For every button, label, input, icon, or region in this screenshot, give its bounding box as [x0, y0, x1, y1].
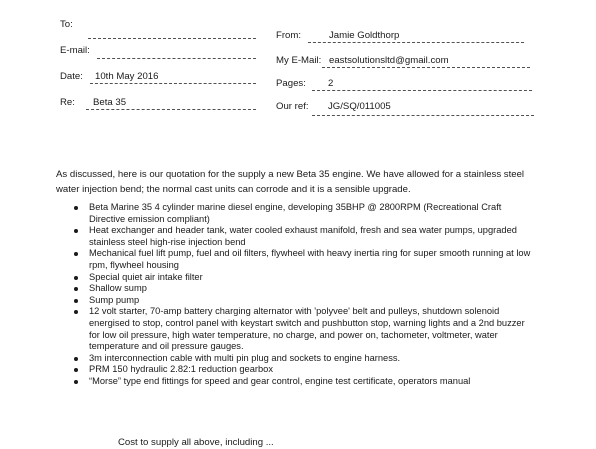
- from-label: From:: [276, 30, 302, 41]
- spec-item: PRM 150 hydraulic 2.82:1 reduction gearbox: [56, 364, 536, 376]
- from-rule: [308, 42, 524, 43]
- ourref-value: JG/SQ/011005: [328, 101, 391, 112]
- to-row: [60, 19, 73, 31]
- re-value: Beta 35: [93, 97, 127, 108]
- spec-item: 12 volt starter, 70-amp battery charging alternator with 'polyvee' belt and pulleys, shutdown solenoid energised to stop, control panel with keystart switch and pushbutton stop, warning lights and a 2nd buzzer for low oil pressure, high water temperature, no charge, and power on, tachometer, voltmeter, water temperature and oil pressure gauges.: [56, 306, 536, 352]
- ourref-rule: [312, 115, 534, 116]
- cut-off-footer: [118, 437, 558, 449]
- from-row: [276, 30, 400, 42]
- email-rule: [97, 58, 256, 59]
- date-label: Date:: [60, 71, 83, 82]
- ourref-row: [276, 101, 391, 113]
- spec-item: 3m interconnection cable with multi pin plug and sockets to engine harness.: [56, 353, 536, 365]
- spec-item: Heat exchanger and header tank, water cooled exhaust manifold, fresh and sea water pumps, upgraded stainless steel high-rise injection bend: [56, 225, 536, 248]
- to-rule: [88, 38, 256, 39]
- re-rule: [86, 109, 256, 110]
- date-rule: [90, 83, 256, 84]
- myemail-row: [276, 55, 449, 67]
- date-row: [60, 71, 159, 83]
- spec-item: “Morse” type end fittings for speed and gear control, engine test certificate, operators manual: [56, 376, 536, 388]
- from-value: Jamie Goldthorp: [329, 30, 400, 41]
- spec-item: Beta Marine 35 4 cylinder marine diesel engine, developing 35BHP @ 2800RPM (Recreational Craft Directive emission compliant): [56, 202, 536, 225]
- myemail-rule: [322, 67, 530, 68]
- spec-list: [56, 202, 536, 388]
- re-label: Re:: [60, 97, 75, 108]
- footer-partial: Cost to supply all above, including ...: [118, 437, 274, 448]
- myemail-label: My E-Mail:: [276, 55, 322, 66]
- ourref-label: Our ref:: [276, 101, 309, 112]
- to-label: To:: [60, 19, 73, 30]
- intro-paragraph: As discussed, here is our quotation for the supply a new Beta 35 engine. We have allowed for a stainless steel water injection bend; the normal cast units can corrode and it is a sensible upgrade.: [56, 168, 525, 195]
- spec-item: Special quiet air intake filter: [56, 272, 536, 284]
- spec-item: Mechanical fuel lift pump, fuel and oil filters, flywheel with heavy inertia ring for super smooth running at low rpm, flywheel housing: [56, 248, 536, 271]
- re-row: [60, 97, 127, 109]
- spec-item: Shallow sump: [56, 283, 536, 295]
- date-value: 10th May 2016: [95, 71, 159, 82]
- fax-header: [0, 0, 596, 120]
- spec-item: Sump pump: [56, 295, 536, 307]
- myemail-value: eastsolutionsltd@gmail.com: [329, 55, 449, 66]
- email-row: [60, 45, 90, 57]
- pages-row: [276, 78, 334, 90]
- pages-value: 2: [328, 78, 334, 89]
- pages-label: Pages:: [276, 78, 306, 89]
- pages-rule: [312, 90, 532, 91]
- email-label: E-mail:: [60, 45, 90, 56]
